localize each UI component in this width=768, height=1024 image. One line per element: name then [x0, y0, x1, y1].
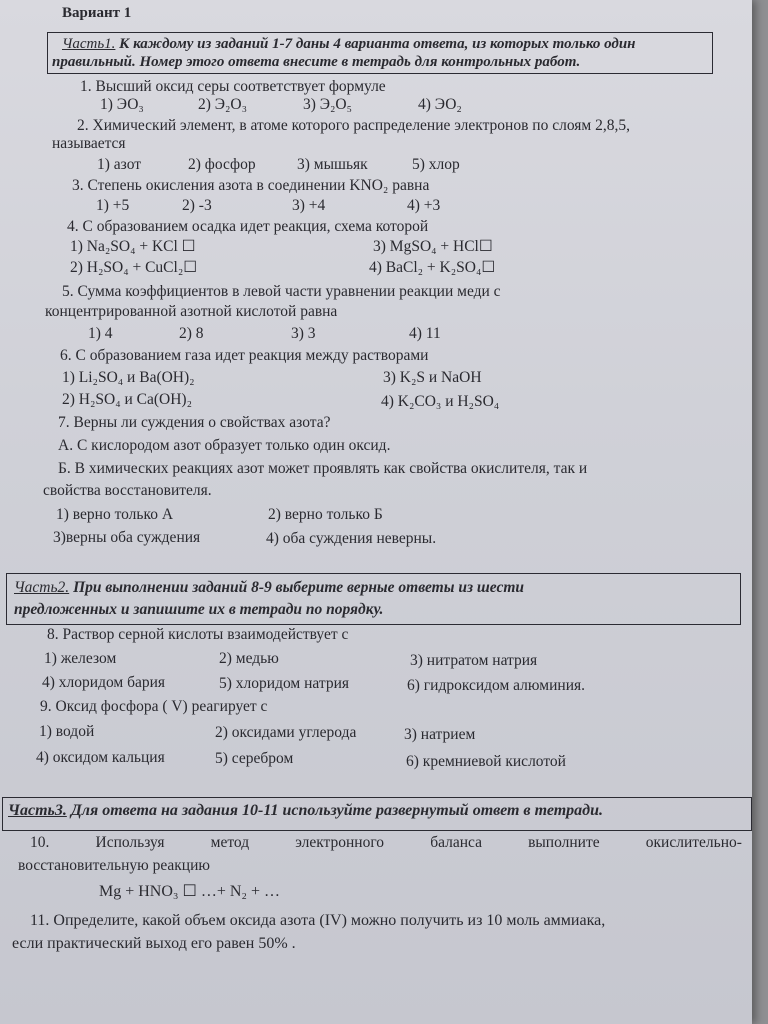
q4-option-3: 3) MgSO₄ + HCl☐ [373, 238, 493, 255]
q1-option-1: 1) ЭО₃ [100, 96, 144, 113]
q10-word-1: Используя [95, 834, 165, 851]
q7-statement-b-line1: Б. В химических реакциях азот может проявлять как свойства окислителя, так и [58, 460, 588, 477]
q5-text-line2: концентрированной азотной кислотой равна [45, 303, 338, 320]
q1-text: 1. Высший оксид серы соответствует формуле [80, 78, 386, 95]
part2-instruction-1: При выполнении заданий 8-9 выберите верные ответы из шести [73, 579, 525, 596]
q8-option-5: 5) хлоридом натрия [219, 675, 350, 692]
q8-text: 8. Раствор серной кислоты взаимодействует с [47, 626, 349, 643]
q2-option-4: 5) хлор [412, 156, 460, 173]
part1-header-line1 [62, 35, 636, 53]
q10-text-line2: восстановительную реакцию [18, 857, 210, 874]
q4-option-4: 4) BaCl₂ + K₂SO₄☐ [369, 259, 496, 276]
q9-option-3: 3) натрием [404, 726, 476, 743]
q5-option-1: 1) 4 [88, 325, 113, 342]
q5-option-2: 2) 8 [179, 325, 204, 342]
q1-option-3: 3) Э₂О₅ [303, 96, 353, 113]
q2-option-1: 1) азот [97, 156, 142, 173]
part1-header-line2: правильный. Номер этого ответа внесите в тетрадь для контрольных работ. [52, 54, 581, 70]
q10-word-5: выполните [528, 834, 600, 851]
q10-equation: Mg + HNO₃ ☐ …+ N₂ + … [99, 883, 281, 900]
q11-text-line2: если практический выход его равен 50% . [12, 935, 296, 952]
q3-option-3: 3) +4 [292, 197, 326, 214]
part3-instruction: Для ответа на задания 10-11 используйте развернутый ответ в тетради. [70, 802, 603, 819]
q1-option-2: 2) Э₂О₃ [198, 96, 248, 113]
q7-option-3: 3)верны оба суждения [53, 529, 201, 546]
q10-text-line1 [30, 834, 742, 852]
q6-text: 6. С образованием газа идет реакция между растворами [60, 347, 429, 364]
q6-option-3: 3) K₂S и NaOH [383, 369, 482, 386]
q10-word-2: метод [210, 834, 250, 851]
q8-option-3: 3) нитратом натрия [410, 652, 538, 669]
q4-text: 4. С образованием осадка идет реакция, схема которой [67, 218, 429, 235]
q6-option-2: 2) H₂SO₄ и Ca(OH)₂ [62, 391, 192, 408]
part2-header-line2: предложенных и запишите их в тетради по порядку. [14, 601, 384, 618]
part3-header [8, 802, 603, 820]
q8-option-2: 2) медью [219, 650, 279, 667]
part3-label: Часть3. [8, 802, 67, 819]
q4-option-1: 1) Na₂SO₄ + KCl ☐ [70, 238, 196, 255]
q9-option-2: 2) оксидами углерода [215, 724, 357, 741]
q1-option-4: 4) ЭО₂ [418, 96, 462, 113]
q5-text-line1: 5. Сумма коэффициентов в левой части уравнении реакции меди с [62, 283, 501, 300]
q3-option-4: 4) +3 [407, 197, 441, 214]
q9-text: 9. Оксид фосфора ( V) реагирует с [40, 698, 268, 715]
q9-option-4: 4) оксидом кальция [36, 749, 165, 766]
q7-statement-a: А. С кислородом азот образует только один оксид. [58, 437, 391, 454]
q9-option-6: 6) кремниевой кислотой [406, 753, 566, 770]
q3-text: 3. Степень окисления азота в соединении KNO₂ равна [72, 177, 430, 194]
q10-word-4: баланса [430, 834, 482, 851]
q7-option-2: 2) верно только Б [268, 506, 383, 523]
q2-option-2: 2) фосфор [188, 156, 256, 173]
q7-text: 7. Верны ли суждения о свойствах азота? [58, 414, 331, 431]
q7-statement-b-line2: свойства восстановителя. [43, 482, 212, 499]
q2-text-line2: называется [52, 135, 126, 152]
q5-option-4: 4) 11 [409, 325, 441, 342]
q10-word-3: электронного [295, 834, 385, 851]
q9-option-1: 1) водой [39, 723, 95, 740]
q2-option-3: 3) мышьяк [297, 156, 368, 173]
q10-word-6: окислительно- [645, 834, 742, 851]
q4-option-2: 2) H₂SO₄ + CuCl₂☐ [70, 259, 198, 276]
q7-option-1: 1) верно только А [56, 506, 174, 523]
q3-option-2: 2) -3 [182, 197, 212, 214]
q8-option-4: 4) хлоридом бария [42, 674, 166, 691]
q9-option-5: 5) серебром [215, 750, 294, 767]
q8-option-1: 1) железом [44, 650, 117, 667]
q10-number: 10. [30, 834, 50, 851]
q6-option-1: 1) Li₂SO₄ и Ba(OH)₂ [62, 369, 195, 386]
q6-option-4: 4) K₂CO₃ и H₂SO₄ [381, 393, 500, 410]
q3-option-1: 1) +5 [96, 197, 130, 214]
q5-option-3: 3) 3 [291, 325, 316, 342]
q11-text-line1: 11. Определите, какой объем оксида азота (IV) можно получить из 10 моль аммиака, [30, 912, 606, 929]
q8-option-6: 6) гидроксидом алюминия. [407, 677, 585, 694]
part2-label: Часть2. [14, 579, 70, 596]
q2-text-line1: 2. Химический элемент, в атоме которого распределение электронов по слоям 2,8,5, [77, 117, 630, 134]
part1-instruction-1: К каждому из заданий 1-7 даны 4 варианта ответа, из которых только один [119, 36, 636, 52]
variant-title: Вариант 1 [62, 5, 132, 21]
part1-label: Часть1. [62, 36, 116, 52]
part2-header-line1 [14, 579, 524, 597]
q7-option-4: 4) оба суждения неверны. [266, 530, 437, 547]
